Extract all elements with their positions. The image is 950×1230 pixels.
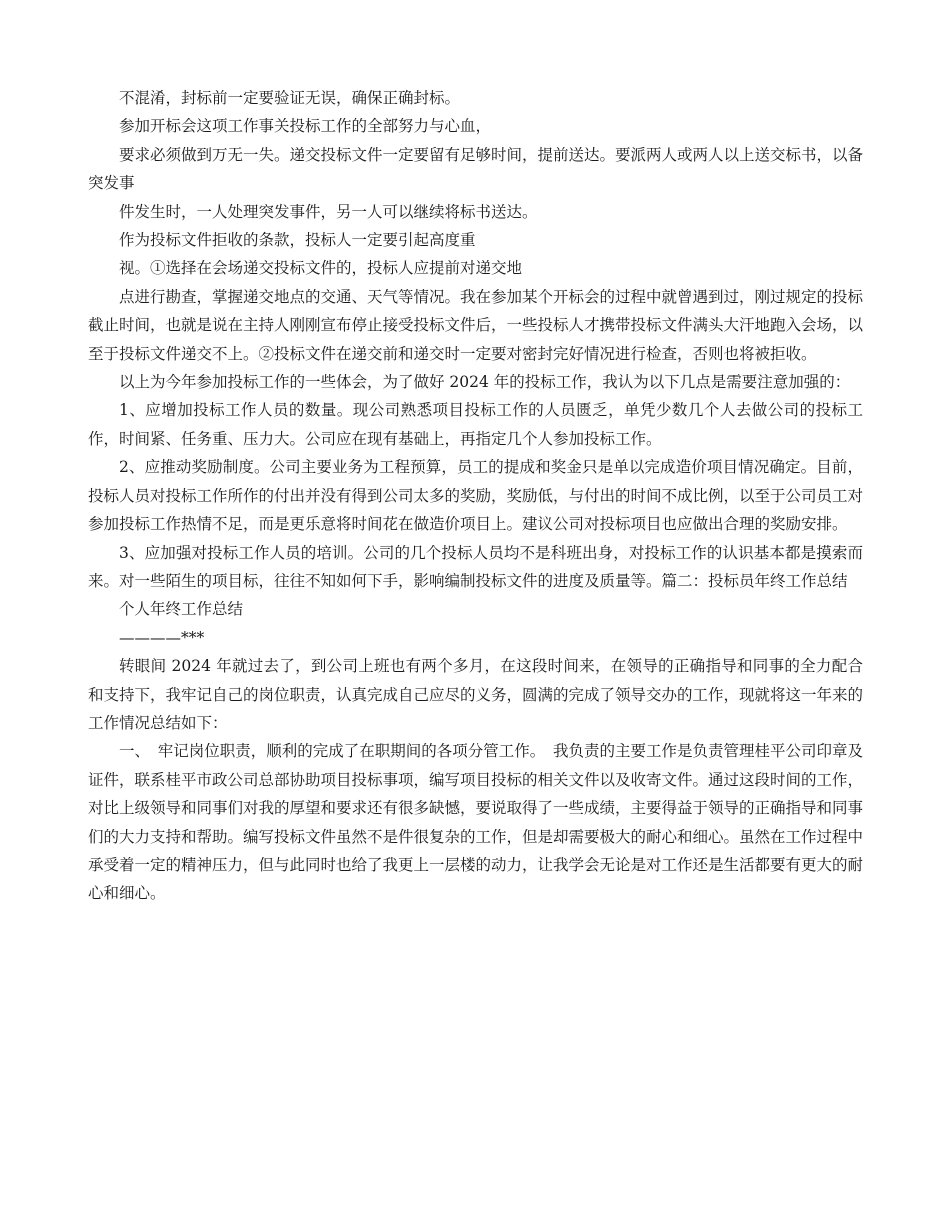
section-title: 个人年终工作总结 [119, 600, 244, 619]
paragraph: 要求必须做到万无一失。递交投标文件一定要留有足够时间，提前送达。要派两人或两人以上送交标书，以备突发事 [88, 145, 864, 193]
paragraph: 不混淆，封标前一定要验证无误，确保正确封标。 [119, 89, 461, 107]
paragraph: 点进行勘查，掌握递交地点的交通、天气等情况。我在参加某个开标会的过程中就曾遇到过，刚过规定的投标截止时间，也就是说在主持人刚刚宣布停止接受投标文件后，一些投标人才携带投标文件满头大汗地跑入会场，以至于投标文件递交不上。②投标文件在递交前和递交时一定要对密封完好情况进行检查，否则也将被拒收。 [88, 287, 864, 363]
paragraph: 参加开标会这项工作事关投标工作的全部努力与心血， [119, 117, 492, 136]
list-item-paragraph: 2、应推动奖励制度。公司主要业务为工程预算，员工的提成和奖金只是单以完成造价项目情况确定。目前，投标人员对投标工作所作的付出并没有得到公司太多的奖励，奖励低，与付出的时间不成比例，以至于公司员工对参加投标工作热情不足，而是更乐意将时间花在做造价项目上。建议公司对投标项目也应做出合理的奖励安排。 [88, 458, 864, 534]
document-body [88, 84, 863, 908]
list-item-paragraph: 1、应增加投标工作人员的数量。现公司熟悉项目投标工作的人员匮乏，单凭少数几个人去做公司的投标工作，时间紧、任务重、压力大。公司应在现有基础上，再指定几个人参加投标工作。 [88, 401, 863, 448]
list-item-paragraph: 3、应加强对投标工作人员的培训。公司的几个投标人员均不是科班出身，对投标工作的认识基本都是摸索而来。对一些陌生的项目标，往往不知如何下手，影响编制投标文件的进度及质量等。篇二：投标员年终工作总结 [88, 543, 863, 590]
author-line: ————*** [119, 628, 205, 647]
paragraph: 以上为今年参加投标工作的一些体会，为了做好 2024 年的投标工作，我认为以下几点是需要注意加强的： [119, 373, 851, 392]
paragraph: 转眼间 2024 年就过去了，到公司上班也有两个多月，在这段时间来，在领导的正确指导和同事的全力配合和支持下，我牢记自己的岗位职责，认真完成自己应尽的义务，圆满的完成了领导交办的工作，现就将这一年来的工作情况总结如下： [88, 657, 864, 732]
paragraph: 件发生时，一人处理突发事件，另一人可以继续将标书送达。 [119, 202, 538, 221]
paragraph: 一、 牢记岗位职责，顺利的完成了在职期间的各项分管工作。 我负责的主要工作是负责管理桂平公司印章及证件，联系桂平市政公司总部协助项目投标事项，编写项目投标的相关文件以及收寄文件。通过这段时间的工作，对比上级领导和同事们对我的厚望和要求还有很多缺憾，要说取得了一些成绩，主要得益于领导的正确指导和同事们的大力支持和帮助。编写投标文件虽然不是件很复杂的工作，但是却需要极大的耐心和细心。虽然在工作过程中承受着一定的精神压力，但与此同时也给了我更上一层楼的动力，让我学会无论是对工作还是生活都要有更大的耐心和细心。 [88, 742, 864, 903]
paragraph: 作为投标文件拒收的条款，投标人一定要引起高度重 [119, 231, 476, 250]
paragraph: 视。①选择在会场递交投标文件的，投标人应提前对递交地 [119, 259, 523, 278]
